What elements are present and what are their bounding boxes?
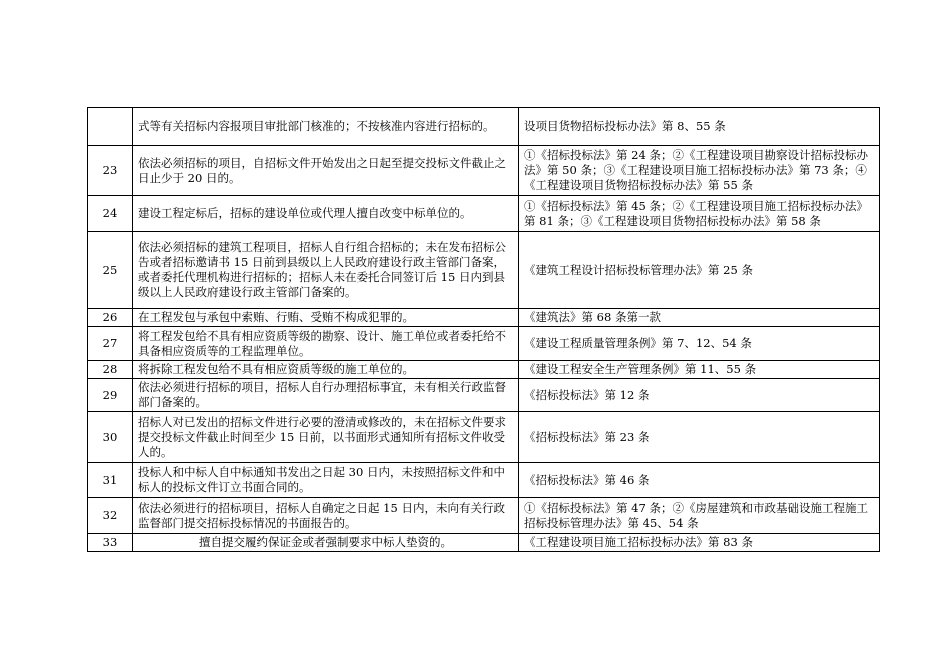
table-row: [88, 232, 880, 309]
table-row: [88, 108, 880, 146]
row-number: 32: [88, 498, 133, 534]
legal-basis: 《工程建设项目施工招标投标办法》第 83 条: [519, 534, 880, 552]
table-row: [88, 463, 880, 498]
row-number: 24: [88, 196, 133, 232]
legal-basis: 《建筑工程设计招标投标管理办法》第 25 条: [519, 232, 880, 309]
legal-basis: ①《招标投标法》第 24 条；②《工程建设项目勘察设计招标投标办法》第 50 条；③《工程建设项目施工招标投标办法》第 73 条；④《工程建设项目货物招标投标办法》第 55 条: [519, 146, 880, 196]
violation-description: 在工程发包与承包中索贿、行贿、受贿不构成犯罪的。: [133, 309, 519, 327]
violation-description: 将工程发包给不具有相应资质等级的勘察、设计、施工单位或者委托给不具备相应资质等的工程监理单位。: [133, 327, 519, 361]
legal-basis: 《招标投标法》第 46 条: [519, 463, 880, 498]
row-number: 23: [88, 146, 133, 196]
row-number: 29: [88, 379, 133, 412]
row-number: 27: [88, 327, 133, 361]
table-row: [88, 146, 880, 196]
regulation-table: [87, 107, 880, 552]
table-row: [88, 361, 880, 379]
table-row: [88, 379, 880, 412]
violation-description: 依法必须招标的项目，自招标文件开始发出之日起至提交投标文件截止之日止少于 20 日的。: [133, 146, 519, 196]
violation-description: 式等有关招标内容报项目审批部门核准的；不按核准内容进行招标的。: [133, 108, 519, 146]
row-number: 30: [88, 412, 133, 463]
violation-description: 依法必须招标的建筑工程项目，招标人自行组合招标的；未在发布招标公告或者招标邀请书 15 日前到县级以上人民政府建设行政主管部门备案，或者委托代理机构进行招标的；招标人未在委托合同签订后 15 日内到县级以上人民政府建设行政主管部门备案的。: [133, 232, 519, 309]
violation-description: 擅自提交履约保证金或者强制要求中标人垫资的。: [133, 534, 519, 552]
violation-description: 招标人对已发出的招标文件进行必要的澄清或修改的，未在招标文件要求提交投标文件截止时间至少 15 日前，以书面形式通知所有招标文件收受人的。: [133, 412, 519, 463]
violation-description: 依法必须进行的招标项目，招标人自确定之日起 15 日内，未向有关行政监督部门提交招标投标情况的书面报告的。: [133, 498, 519, 534]
table-row: [88, 412, 880, 463]
legal-basis: 《建设工程安全生产管理条例》第 11、55 条: [519, 361, 880, 379]
legal-basis: 《招标投标法》第 12 条: [519, 379, 880, 412]
violation-description: 依法必须进行招标的项目，招标人自行办理招标事宜，未有相关行政监督部门备案的。: [133, 379, 519, 412]
legal-basis: ①《招标投标法》第 47 条；②《房屋建筑和市政基础设施工程施工招标投标管理办法》第 45、54 条: [519, 498, 880, 534]
row-number: 31: [88, 463, 133, 498]
violation-description: 建设工程定标后，招标的建设单位或代理人擅自改变中标单位的。: [133, 196, 519, 232]
row-number: 26: [88, 309, 133, 327]
row-number: 33: [88, 534, 133, 552]
legal-basis: 设项目货物招标投标办法》第 8、55 条: [519, 108, 880, 146]
table-row: [88, 498, 880, 534]
table-row: [88, 196, 880, 232]
row-number: 28: [88, 361, 133, 379]
table-row: [88, 534, 880, 552]
violation-description: 投标人和中标人自中标通知书发出之日起 30 日内，未按照招标文件和中标人的投标文件订立书面合同的。: [133, 463, 519, 498]
legal-basis: ①《招标投标法》第 45 条；②《工程建设项目施工招标投标办法》第 81 条；③《工程建设项目货物招标投标办法》第 58 条: [519, 196, 880, 232]
legal-basis: 《招标投标法》第 23 条: [519, 412, 880, 463]
row-number: 25: [88, 232, 133, 309]
violation-description: 将拆除工程发包给不具有相应资质等级的施工单位的。: [133, 361, 519, 379]
table-row: [88, 327, 880, 361]
legal-basis: 《建筑法》第 68 条第一款: [519, 309, 880, 327]
row-number: [88, 108, 133, 146]
legal-basis: 《建设工程质量管理条例》第 7、12、54 条: [519, 327, 880, 361]
table-row: [88, 309, 880, 327]
